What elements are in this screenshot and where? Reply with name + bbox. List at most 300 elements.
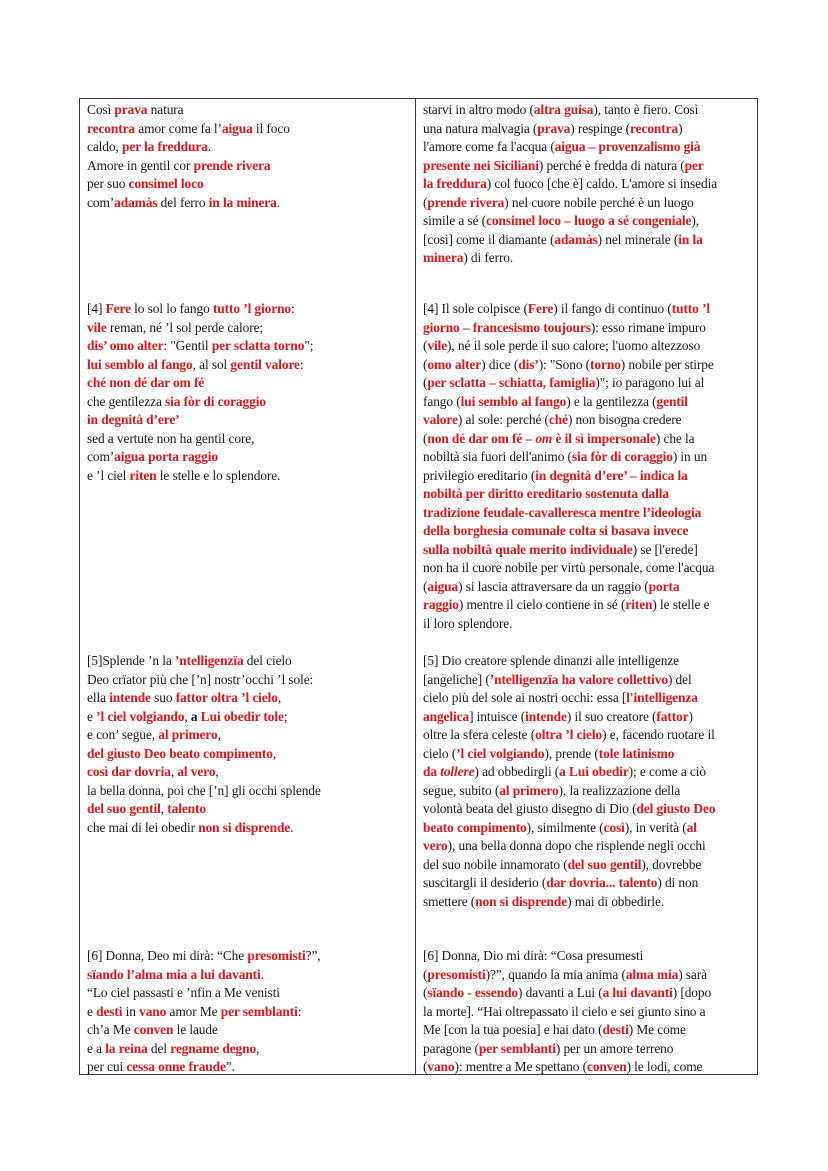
verse-line [87,467,409,486]
text-segment: ) col fuoco [che è] caldo. L'amore si insedia [486,176,718,191]
text-segment: la morte]. “Hai oltrepassato il cielo e sei giunto sino a [423,1003,706,1019]
highlighted-term: dar dovria... talento [546,875,658,890]
paraphrase-line [423,249,753,268]
highlighted-term: fattor oltra ’l cielo [175,690,278,705]
verse-line [87,138,409,157]
highlighted-term: sïando - essendo [427,985,519,1000]
text-segment: ), una bella donna dopo che risplende negli occhi [447,838,706,853]
text-segment: ), similmente ( [526,819,604,835]
text-segment: la bella donna, poi che [’n] gli occhi splende [87,782,321,798]
text-segment: . [276,194,280,210]
highlighted-term: della borghesia comunale colta si basava invece [423,523,689,538]
highlighted-term: adamàs [554,231,598,247]
highlighted-term: vile [87,319,107,335]
text-segment: ) al sole: perché ( [457,412,549,427]
highlighted-term: del giusto Deo [636,801,716,816]
text-segment: reman, né ’l sol perde calore; [106,319,264,335]
text-segment: per cui [87,1059,127,1074]
verse-line [87,393,409,412]
text-segment: . [207,139,212,154]
highlighted-term: la reina [105,1040,148,1056]
text-segment: ( [423,1059,428,1074]
highlighted-term: vero [423,838,448,853]
highlighted-term: valore [423,412,458,427]
text-segment: [6] Donna, Deo mi dirà: “Che [87,948,248,963]
verse-line [87,101,409,120]
highlighted-term: per semblanti [478,1040,556,1056]
text-segment: natura [147,102,184,117]
text-segment: [5]Splende ’n la [87,653,175,668]
text-segment: starvi in altro modo ( [423,102,534,117]
paraphrase-line [423,467,753,486]
verse-line [87,120,409,139]
text-segment: [5] Dio creatore splende dinanzi alle intelligenze [423,653,680,668]
paraphrase-line [423,175,753,194]
text-segment: )"; io paragono lui al [595,375,705,390]
stanza-block [87,652,409,837]
verse-line [87,430,409,449]
text-segment: , [160,801,168,816]
text-segment: e [87,1003,97,1019]
highlighted-term: prava [537,120,571,136]
verse-line [87,708,409,727]
highlighted-term: dis’ [518,356,539,372]
paraphrase-line [423,1021,753,1040]
highlighted-term: aigua – provenzalismo già [554,139,701,154]
highlighted-term: non si disprende [198,819,291,835]
highlighted-term: altra guisa [533,102,594,117]
highlighted-term: cessa onne fraude [126,1059,226,1074]
text-segment: volontà beata del giusto disegno di Dio ( [423,801,637,816]
text-segment: del cielo [243,653,292,668]
text-segment: ); e come a ciò [628,764,706,779]
text-segment: una natura malvagia ( [423,120,538,136]
highlighted-term: per la freddura [122,139,208,154]
text-segment: , [272,745,277,761]
text-segment: ) che la [655,430,695,446]
highlighted-term: minera [423,250,464,265]
text-segment: ) le lodi, come [626,1059,703,1074]
text-segment: , [277,690,282,705]
text-segment: ): mentre a Me spettano ( [454,1059,587,1074]
text-segment: segue, subito ( [423,782,500,798]
text-segment: e ’l ciel [87,467,130,483]
text-segment: a [190,708,198,724]
verse-line [87,411,409,430]
text-segment: e a [87,1040,106,1056]
verse-line [87,782,409,801]
highlighted-term: gentil valore [230,356,300,372]
highlighted-term: dis’ omo alter [87,338,164,353]
paraphrase-line [423,101,753,120]
text-segment: amor Me [166,1003,221,1019]
highlighted-term: così [603,819,625,835]
paraphrase-line [423,947,753,966]
highlighted-term: torno [590,356,621,372]
text-segment: ) di non [657,875,699,890]
text-segment: non ha il cuore nobile per virtù personale, come l'acqua [423,560,715,575]
text-segment: ) nobile per stirpe [620,356,714,372]
highlighted-term: aigua [221,120,253,136]
text-segment: Amore in gentil cor [87,157,194,173]
text-segment: in [122,1003,140,1019]
paraphrase-line [423,596,753,615]
paraphrase-line [423,337,753,356]
paraphrase-line [423,231,753,250]
verse-line [87,157,409,176]
highlighted-term: presomisti [247,948,306,963]
verse-line [87,689,409,708]
highlighted-term: non si disprende [475,893,568,909]
highlighted-term: prava [114,102,148,117]
highlighted-term: conven [133,1022,174,1037]
highlighted-term: del suo gentil [87,801,161,816]
verse-line [87,356,409,375]
text-segment: del suo nobile innamorato ( [423,856,568,872]
text-segment: simile a sé ( [423,213,487,228]
paraphrase-line [423,356,753,375]
text-segment: ), prende ( [544,745,599,761]
highlighted-term: Fere [105,301,131,316]
text-segment: ( [423,356,428,372]
text-segment: com’ [87,449,115,464]
highlighted-term: non dé dar om fé – [427,430,536,446]
paraphrase-line [423,485,753,504]
highlighted-term: fattor [656,708,689,724]
highlighted-term: consimel loco – luogo a sé congeniale [486,213,692,228]
highlighted-term: intende [525,708,567,724]
highlighted-term: da [423,764,441,779]
verse-line [87,726,409,745]
paraphrase-line [423,874,753,893]
highlighted-term: om [535,430,553,446]
stanza-block [87,947,409,1077]
verse-line [87,175,409,194]
text-segment: cielo ( [423,745,457,761]
paraphrase-line [423,559,753,578]
text-segment: smettere ( [423,893,476,909]
paraphrase-line [423,1003,753,1022]
text-segment: : [297,1003,302,1019]
highlighted-term: del giusto Deo beato compimento [87,745,273,761]
paraphrase-line [423,856,753,875]
text-segment: com’ [87,194,115,210]
text-segment: ella [87,690,110,705]
verse-line [87,1058,409,1077]
text-segment: ) si lascia attraversare da un raggio ( [458,578,649,594]
text-segment: amor come fa l’ [135,120,222,136]
highlighted-term: al vero [177,764,216,779]
text-segment: )?”, quando la mia anima ( [485,966,626,982]
text-segment: ) perché è fredda di natura ( [538,157,685,173]
stanza-block [87,101,409,212]
highlighted-term: adamàs [114,194,158,210]
text-segment: ) se [l'erede] [632,541,698,557]
text-segment: cielo più del sole ai nostri occhi: essa [ [423,690,627,705]
paraphrase-line [423,763,753,782]
highlighted-term: lui semblo al fango [87,356,193,372]
verse-line [87,374,409,393]
paraphrase-line [423,726,753,745]
highlighted-term: sïando l’alma mia a lui davanti [87,966,261,982]
paraphrase-line [423,374,753,393]
paraphrase-line [423,837,753,856]
paraphrase-block [423,947,753,1077]
highlighted-term: regname degno [170,1040,257,1056]
text-segment: ): esso rimane impuro [590,319,706,335]
highlighted-term: tollere [440,764,475,779]
verse-line [87,819,409,838]
highlighted-term: aigua porta raggio [114,449,218,464]
text-segment: ?”, [305,948,321,963]
highlighted-term: tole latinismo [598,745,675,761]
highlighted-term: per [684,157,704,173]
text-segment: Deo crïator più che [’n] nostr’occhi ’l sole: [87,671,314,687]
highlighted-term: prende rivera [193,157,271,173]
paraphrase-line [423,157,753,176]
text-segment: , [217,727,221,742]
highlighted-term: in degnità d’ere’ [87,412,180,427]
highlighted-term: consimel loco [128,176,204,191]
highlighted-term: Lui obedir tole [200,708,284,724]
highlighted-term: per sclatta torno [211,338,305,353]
text-segment: ( [423,985,428,1000]
paraphrase-line [423,671,753,690]
text-paraphrase-table [79,98,758,1075]
paraphrase-line [423,411,753,430]
text-segment: del ferro [157,194,209,210]
text-segment: , [256,1040,260,1056]
text-segment: ), né il sole perde il suo calore; l'uomo altezzoso [447,338,701,353]
highlighted-term: riten [625,597,653,612]
text-segment: ) del [667,671,692,687]
verse-line [87,966,409,985]
text-segment: ) le stelle e [652,597,710,612]
text-segment: ), [691,213,699,228]
highlighted-term: prende rivera [427,194,505,210]
text-segment: del [147,1040,171,1056]
text-segment: il foco [252,120,290,136]
paraphrase-line [423,1058,753,1077]
highlighted-term: tradizione feudale-cavalleresca mentre l’ideologia [423,504,702,520]
verse-line [87,984,409,1003]
highlighted-term: vile [427,338,448,353]
verse-line [87,652,409,671]
highlighted-term: tutto ’l [671,301,710,316]
text-segment: [4] [87,301,106,316]
text-segment: , [184,708,191,724]
verse-line [87,800,409,819]
paraphrase-line [423,745,753,764]
text-segment: ) di ferro. [463,250,514,265]
text-segment: ) e, facendo ruotare il [602,727,715,742]
text-segment: caldo, [87,139,122,154]
text-segment: , [170,764,178,779]
highlighted-term: ’ntelligenzïa ha valore collettivo [489,671,668,687]
highlighted-term: vano [427,1059,455,1074]
highlighted-term: porta [648,578,680,594]
text-segment: che gentilezza [87,393,166,409]
text-segment: ”. [225,1059,235,1074]
text-segment: le stelle e lo splendore. [156,467,281,483]
highlighted-term: sia fòr di coraggio [165,393,266,409]
verse-line [87,194,409,213]
text-segment: ( [423,578,428,594]
text-segment: ), dovrebbe [641,856,702,872]
text-segment: ) e la gentilezza ( [566,393,657,409]
verse-line [87,1040,409,1059]
text-segment: ch’a Me [87,1022,134,1037]
text-segment: ) [678,120,683,136]
text-segment: . [290,819,294,835]
text-segment: suo [150,690,176,705]
text-segment: ) non bisogna credere [567,412,682,427]
paraphrase-line [423,708,753,727]
paraphrase-line [423,138,753,157]
highlighted-term: omo alter [427,356,482,372]
text-segment: ( [423,966,428,982]
stanza-block [87,300,409,485]
text-segment: che mai di lei obedir [87,819,199,835]
highlighted-term: ché [548,412,568,427]
text-segment: ] intuisce ( [469,708,526,724]
highlighted-term: la freddura [423,176,487,191]
verse-line [87,319,409,338]
text-segment: le laude [173,1022,218,1037]
text-segment: : "Gentil [163,338,212,353]
text-segment: [4] Il sole colpisce ( [423,301,528,316]
text-segment: : [299,356,304,372]
highlighted-term: in la [678,231,703,247]
text-segment: e con’ segue, [87,727,159,742]
highlighted-term: tutto ’l giorno [212,301,292,316]
text-segment: ) [dopo [672,985,712,1000]
verse-line [87,745,409,764]
highlighted-term: l'intelligenza [626,690,698,705]
highlighted-term: per sclatta – schiatta, famiglia [427,375,596,390]
paraphrase-line [423,782,753,801]
highlighted-term: alma mia [625,966,679,982]
highlighted-term: nobiltà per diritto ereditario sostenuta dalla [423,486,669,501]
text-segment: ) nel cuore nobile perché è un luogo [504,194,694,210]
verse-line [87,1021,409,1040]
highlighted-term: sulla nobiltà quale merito individuale [423,541,633,557]
text-segment: ( [423,194,428,210]
text-segment: nobiltà sia fuori dell'animo ( [423,449,572,464]
highlighted-term: riten [129,467,157,483]
paraphrase-line [423,212,753,231]
text-segment: lo sol lo fango [130,301,213,316]
text-segment: e [87,708,97,724]
paraphrase-line [423,652,753,671]
text-segment: [angeliche] ( [423,671,490,687]
text-segment: , [215,764,219,779]
verse-line [87,1003,409,1022]
highlighted-term: aigua [427,578,459,594]
highlighted-term: desti [602,1022,629,1037]
text-segment: ) il fango di continuo ( [553,301,672,316]
highlighted-term: al primero [158,727,218,742]
highlighted-term: giorno – francesismo toujours [423,319,591,335]
highlighted-term: recontra [630,120,679,136]
text-segment: : [291,301,295,316]
text-segment: l'amore come fa l'acqua ( [423,139,555,154]
verse-line [87,300,409,319]
text-segment: sed a vertute non ha gentil core, [87,430,255,446]
highlighted-term: del suo gentil [567,856,642,872]
highlighted-term: oltra ’l cielo [535,727,603,742]
paraphrase-line [423,689,753,708]
highlighted-term: a Lui obedir [559,764,629,779]
text-segment: ), tanto è fiero. Così [593,102,699,117]
highlighted-term: ’ntelligenzïa [174,653,244,668]
highlighted-term: per semblanti [220,1003,298,1019]
paraphrase-block [423,652,753,911]
text-segment: Così [87,102,115,117]
paraphrase-line [423,504,753,523]
verse-line [87,763,409,782]
highlighted-term: è il sì impersonale [552,430,656,446]
highlighted-term: intende [109,690,151,705]
verse-line [87,337,409,356]
text-segment: ) Me come [628,1022,686,1037]
paraphrase-line [423,541,753,560]
text-segment: ) nel minerale ( [597,231,679,247]
highlighted-term: angelica [423,708,470,724]
text-segment: ) per un amore terreno [555,1040,674,1056]
highlighted-term: presomisti [427,966,486,982]
highlighted-term: al primero [499,782,559,798]
text-segment: ) ad obbedirgli ( [474,764,560,779]
text-segment: privilegio ereditario ( [423,467,536,483]
text-segment: . [260,966,264,982]
text-segment: ( [423,338,428,353]
text-segment: ) dice ( [481,356,519,372]
paraphrase-line [423,966,753,985]
highlighted-term: in degnità d’ere’ – indica la [535,467,688,483]
text-segment: il loro splendore. [423,615,513,631]
text-segment: suscitargli il desiderio ( [423,875,547,890]
text-segment: ) in un [672,449,708,464]
highlighted-term: talento [167,801,206,816]
paraphrase-line [423,578,753,597]
text-segment: ) sarà [678,966,707,982]
paraphrase-line [423,120,753,139]
paraphrase-line [423,984,753,1003]
highlighted-term: a lui davanti [602,985,673,1000]
highlighted-term: al [686,819,697,835]
column-divider [415,99,416,1074]
paraphrase-line [423,615,753,634]
text-segment: ) [688,708,693,724]
paraphrase-line [423,522,753,541]
verse-line [87,671,409,690]
verse-line [87,448,409,467]
text-segment: ), in verità ( [624,819,687,835]
highlighted-term: sia fòr di coraggio [571,449,673,464]
text-segment: "; [304,338,314,353]
paraphrase-line [423,819,753,838]
text-segment: Me [con la tua poesia] e hai dato ( [423,1022,603,1037]
highlighted-term: conven [586,1059,627,1074]
paraphrase-line [423,893,753,912]
text-segment: ), la realizzazione della [558,782,681,798]
text-segment: ) mai di obbedirle. [567,893,665,909]
paraphrase-block [423,300,753,633]
highlighted-term: beato compimento [423,819,527,835]
paraphrase-line [423,393,753,412]
highlighted-term: desti [96,1003,123,1019]
